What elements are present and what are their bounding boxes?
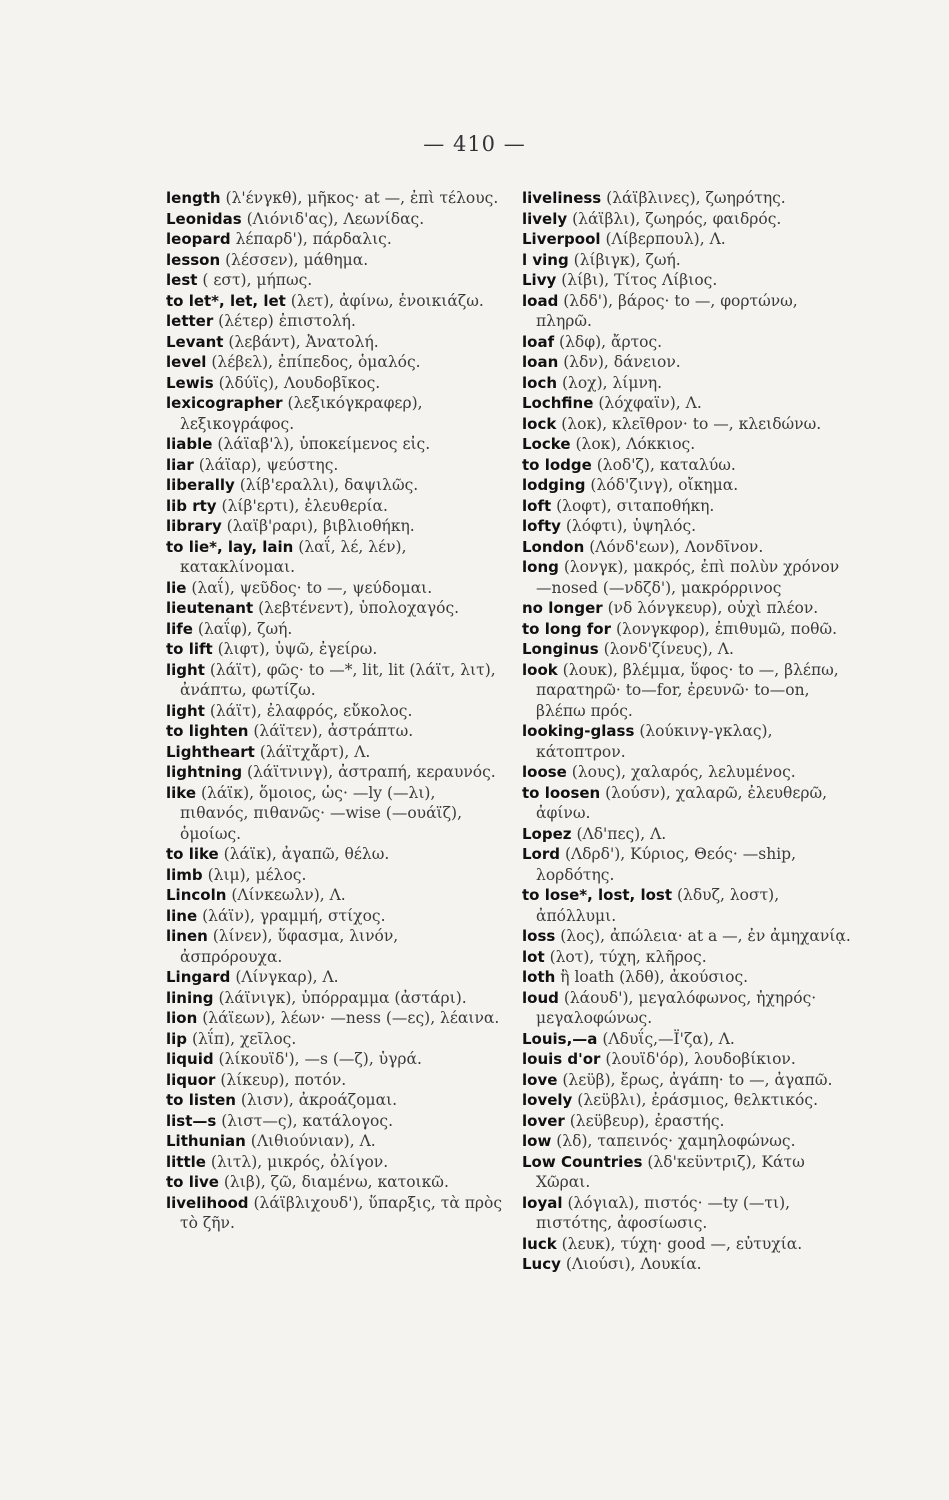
dictionary-entry: [522, 516, 856, 537]
gloss: (λάϊβλινες), ζωηρότης.: [606, 189, 786, 207]
gloss: (λάϊαρ), ψεύστης.: [198, 455, 339, 474]
dictionary-entry: [522, 496, 856, 517]
dictionary-entry: [166, 660, 504, 701]
left-column: [166, 188, 504, 1234]
headword: lining: [166, 988, 214, 1007]
dictionary-entry: [522, 434, 856, 455]
gloss: (λόχφαϊν), Λ.: [598, 394, 702, 412]
headword: lively: [522, 209, 568, 228]
dictionary-entry: [166, 332, 504, 353]
dictionary-entry: [166, 783, 504, 845]
gloss: (λάϊαβ'λ), ὑποκείμενος εἰς.: [217, 435, 431, 453]
gloss: (Λίνγκαρ), Λ.: [235, 968, 339, 986]
dictionary-entry: [522, 1152, 856, 1193]
dictionary-entry: [166, 1049, 504, 1070]
dictionary-entry: [522, 537, 856, 558]
dictionary-entry: [522, 270, 856, 291]
headword: Levant: [166, 332, 224, 351]
dictionary-entry: [166, 537, 504, 578]
dictionary-entry: [166, 865, 504, 886]
gloss: ἢ loath (λδθ), ἀκούσιος.: [560, 968, 749, 986]
gloss: (λίβιγκ), ζωή.: [573, 250, 681, 269]
gloss: (λοκ), κλεῖθρον· to —, κλειδώνω.: [561, 414, 822, 433]
gloss: (Λίβερπουλ), Λ.: [605, 230, 726, 248]
headword: linen: [166, 927, 208, 945]
dictionary-entry: [522, 209, 856, 230]
headword: loyal: [522, 1193, 563, 1212]
dictionary-entry: [166, 1111, 504, 1132]
dictionary-entry: [522, 1193, 856, 1234]
gloss: (λοδ'ζ), καταλύω.: [596, 455, 736, 474]
headword: l ving: [522, 250, 569, 269]
dictionary-entry: [166, 1029, 504, 1050]
gloss: (λΐπ), χεῖλος.: [191, 1029, 297, 1048]
dictionary-entry: [522, 988, 856, 1029]
dictionary-entry: [166, 1008, 504, 1029]
headword: Liverpool: [522, 230, 601, 248]
headword: love: [522, 1070, 558, 1089]
gloss: (λάϊτνινγ), ἀστραπή, κεραυνός.: [247, 763, 496, 781]
gloss: (λονγκ), μακρός, ἐπὶ πολὺν χρόνον —nosed (—νδζδ'), μακρόρρινος: [536, 558, 840, 597]
gloss: (λέσσεν), μάθημα.: [225, 250, 369, 269]
dictionary-entry: [522, 762, 856, 783]
headword: library: [166, 517, 222, 535]
headword: low: [522, 1132, 552, 1150]
gloss: (λιμ), μέλος.: [207, 865, 307, 884]
headword: liquor: [166, 1070, 216, 1089]
headword: louis d'or: [522, 1050, 601, 1068]
headword: to loosen: [522, 783, 601, 802]
headword: lock: [522, 414, 557, 433]
gloss: (λέβελ), ἐπίπεδος, ὁμαλός.: [211, 353, 421, 371]
gloss: (λάϊνιγκ), ὑπόρραμμα (ἀστάρι).: [218, 988, 467, 1007]
gloss: (λάουδ'), μεγαλόφωνος, ἠχηρός· μεγαλοφώνως.: [536, 988, 817, 1027]
headword: look: [522, 660, 558, 679]
dictionary-entry: [522, 639, 856, 660]
gloss: (λδ'κεϋντριζ), Κάτω Χῶραι.: [536, 1152, 805, 1191]
headword: to listen: [166, 1091, 236, 1109]
headword: life: [166, 619, 193, 638]
headword: lesson: [166, 250, 221, 269]
headword: liquid: [166, 1050, 214, 1068]
gloss: (λίβ'ερτι), ἐλευθερία.: [221, 496, 388, 515]
dictionary-entry: [166, 1070, 504, 1091]
headword: level: [166, 353, 207, 371]
gloss: (λαΐ, λέ, λέν), κατακλίνομαι.: [180, 537, 407, 576]
dictionary-entry: [166, 229, 504, 250]
dictionary-entry: [522, 557, 856, 598]
gloss: (λοφτ), σιταποθήκη.: [556, 496, 715, 515]
gloss: (λιβ), ζῶ, διαμένω, κατοικῶ.: [223, 1173, 449, 1191]
headword: light: [166, 660, 205, 679]
gloss: (λούσν), χαλαρῶ, ἐλευθερῶ, ἀφίνω.: [536, 783, 828, 822]
headword: letter: [166, 312, 214, 330]
dictionary-entry: [166, 762, 504, 783]
gloss: (Λδυΐς,—Ϊ'ζα), Λ.: [602, 1029, 735, 1048]
gloss: (Λδρδ'), Κύριος, Θεός· —ship, λορδότης.: [536, 845, 797, 884]
headword: loth: [522, 968, 556, 986]
headword: length: [166, 189, 221, 207]
headword: luck: [522, 1234, 557, 1253]
dictionary-entry: [166, 455, 504, 476]
headword: liable: [166, 435, 213, 453]
dictionary-entry: [522, 414, 856, 435]
dictionary-entry: [522, 619, 856, 640]
headword: loch: [522, 373, 558, 392]
dictionary-entry: [522, 844, 856, 885]
gloss: (λάϊκ), ἀγαπῶ, θέλω.: [223, 845, 390, 863]
headword: Lightheart: [166, 742, 255, 761]
dictionary-entry: [522, 721, 856, 762]
gloss: (λίβι), Τίτος Λίβιος.: [561, 271, 718, 289]
headword: lover: [522, 1111, 565, 1130]
dictionary-entry: [522, 967, 856, 988]
dictionary-entry: [522, 1234, 856, 1255]
gloss: (λδ), ταπεινός· χαμηλοφώνως.: [556, 1132, 796, 1150]
headword: like: [166, 783, 197, 802]
dictionary-entry: [166, 291, 504, 312]
headword: Lincoln: [166, 886, 227, 904]
headword: loss: [522, 927, 556, 945]
headword: Lochfine: [522, 394, 594, 412]
headword: Lithunian: [166, 1132, 246, 1150]
headword: looking-glass: [522, 722, 635, 740]
gloss: (λους), χαλαρός, λελυμένος.: [571, 763, 796, 781]
gloss: (Λόνδ'εων), Λονδῖνον.: [589, 537, 764, 556]
headword: lie: [166, 578, 187, 597]
headword: to lie*, lay, lain: [166, 537, 294, 556]
headword: to lose*, lost, lost: [522, 886, 673, 904]
headword: lofty: [522, 517, 561, 535]
headword: line: [166, 906, 198, 925]
gloss: (λίκευρ), ποτόν.: [220, 1070, 347, 1089]
gloss: (λεϋβ), ἔρως, ἀγάπη· to —, ἀγαπῶ.: [562, 1070, 833, 1089]
gloss: (λεβάντ), Ἀνατολή.: [228, 332, 379, 351]
gloss: (λοκ), Λόκκιος.: [575, 435, 696, 453]
dictionary-entry: [166, 270, 504, 291]
right-column: [522, 188, 856, 1275]
headword: lot: [522, 947, 545, 966]
dictionary-entry: [166, 1131, 504, 1152]
gloss: (λαΐφ), ζωή.: [197, 619, 293, 638]
dictionary-entry: [166, 1090, 504, 1111]
gloss: λέπαρδ'), πάρδαλις.: [235, 230, 392, 248]
gloss: (λαΐ), ψεῦδος· to —, ψεύδομαι.: [191, 578, 433, 597]
dictionary-entry: [522, 455, 856, 476]
gloss: (λουϊδ'όρ), λουδοβίκιον.: [605, 1050, 796, 1068]
page-number: — 410 —: [423, 132, 526, 156]
gloss: (Λιθιούνιαν), Λ.: [250, 1132, 376, 1150]
headword: to live: [166, 1173, 219, 1191]
headword: lion: [166, 1009, 198, 1027]
gloss: (λάϊεων), λέων· —ness (—ες), λέαινα.: [202, 1009, 500, 1027]
dictionary-entry: [166, 393, 504, 434]
dictionary-entry: [166, 475, 504, 496]
dictionary-entry: [166, 906, 504, 927]
dictionary-entry: [166, 721, 504, 742]
dictionary-entry: [166, 988, 504, 1009]
headword: no longer: [522, 599, 603, 617]
headword: to long for: [522, 619, 612, 638]
gloss: (λέτερ) ἐπιστολή.: [218, 312, 356, 330]
gloss: (λούκινγ-γκλας), κάτοπτρον.: [536, 722, 773, 761]
dictionary-entry: [522, 291, 856, 332]
dictionary-entry: [522, 1254, 856, 1275]
gloss: (λδδ'), βάρος· to —, φορτώνω, πληρῶ.: [536, 291, 798, 330]
dictionary-entry: [522, 1131, 856, 1152]
headword: loud: [522, 988, 559, 1007]
gloss: (νδ λόνγκευρ), οὐχὶ πλέον.: [607, 599, 819, 617]
headword: load: [522, 291, 559, 310]
dictionary-entry: [522, 250, 856, 271]
headword: Lingard: [166, 968, 231, 986]
dictionary-entry: [522, 229, 856, 250]
headword: lip: [166, 1029, 188, 1048]
dictionary-entry: [166, 885, 504, 906]
gloss: (λαϊβ'ραρι), βιβλιοθήκη.: [226, 517, 415, 535]
dictionary-entry: [166, 209, 504, 230]
dictionary-entry: [522, 1111, 856, 1132]
dictionary-entry: [166, 1152, 504, 1173]
headword: lexicographer: [166, 394, 283, 412]
headword: limb: [166, 865, 203, 884]
headword: lightning: [166, 763, 243, 781]
gloss: (λόφτι), ὑψηλός.: [565, 517, 697, 535]
dictionary-entry: [522, 352, 856, 373]
gloss: (λ'ένγκθ), μῆκος· at —, ἐπὶ τέλους.: [225, 189, 499, 207]
dictionary-entry: [166, 967, 504, 988]
dictionary-entry: [522, 598, 856, 619]
headword: list—s: [166, 1111, 217, 1130]
gloss: (λουκ), βλέμμα, ὕφος· to —, βλέπω, παρατηρῶ· to—for, ἐρευνῶ· to—on, βλέπω πρός.: [536, 660, 839, 720]
gloss: (λονγκφορ), ἐπιθυμῶ, ποθῶ.: [615, 619, 838, 638]
headword: Lucy: [522, 1255, 561, 1273]
headword: lodging: [522, 476, 586, 494]
dictionary-entry: [166, 250, 504, 271]
gloss: (λοτ), τύχη, κλῆρος.: [549, 947, 707, 966]
gloss: ( εστ), μήπως.: [202, 271, 313, 289]
dictionary-entry: [522, 783, 856, 824]
headword: London: [522, 537, 585, 556]
dictionary-entry: [522, 885, 856, 926]
gloss: (λετ), ἀφίνω, ἐνοικιάζω.: [290, 291, 484, 310]
gloss: (λεξικόγκραφερ), λεξικογράφος.: [180, 394, 423, 433]
gloss: (Λδ'πες), Λ.: [576, 824, 667, 843]
gloss: (λδύϊς), Λουδοβῖκος.: [218, 373, 381, 392]
dictionary-entry: [166, 844, 504, 865]
headword: light: [166, 701, 205, 720]
dictionary-entry: [166, 516, 504, 537]
headword: Low Countries: [522, 1152, 643, 1171]
gloss: (λάϊτχἄρτ), Λ.: [259, 742, 371, 761]
headword: Leonidas: [166, 209, 242, 228]
gloss: (λάϊν), γραμμή, στίχος.: [202, 906, 386, 925]
gloss: (λος), ἀπώλεια· at a —, ἐν ἀμηχανίᾳ.: [560, 927, 851, 945]
dictionary-entry: [166, 373, 504, 394]
headword: loan: [522, 353, 559, 371]
dictionary-entry: [166, 619, 504, 640]
dictionary-entry: [522, 926, 856, 947]
gloss: (λδυζ, λοστ), ἀπόλλυμι.: [536, 886, 780, 925]
gloss: (λιτλ), μικρός, ὀλίγον.: [210, 1152, 389, 1171]
gloss: (λάϊτ), φῶς· to —*, lit, lit (λάϊτ, λιτ), ἀνάπτω, φωτίζω.: [180, 660, 496, 699]
headword: little: [166, 1152, 206, 1171]
dictionary-entry: [166, 311, 504, 332]
headword: Louis,—a: [522, 1029, 598, 1048]
gloss: (λόδ'ζινγ), οἴκημα.: [590, 476, 739, 494]
dictionary-entry: [166, 701, 504, 722]
gloss: (Λίνκεωλν), Λ.: [231, 886, 346, 904]
dictionary-entry: [166, 188, 504, 209]
dictionary-entry: [522, 660, 856, 722]
dictionary-entry: [166, 926, 504, 967]
gloss: (λιστ—ς), κατάλογος.: [221, 1111, 393, 1130]
headword: Lopez: [522, 824, 572, 843]
dictionary-entry: [522, 1070, 856, 1091]
headword: loft: [522, 496, 552, 515]
headword: Lord: [522, 845, 560, 863]
dictionary-entry: [166, 496, 504, 517]
headword: lovely: [522, 1091, 573, 1109]
headword: long: [522, 558, 559, 576]
headword: to lodge: [522, 455, 592, 474]
gloss: (λονδ'ζίνευς), Λ.: [603, 640, 734, 658]
dictionary-entry: [522, 393, 856, 414]
headword: leopard: [166, 230, 231, 248]
gloss: (λίβ'εραλλι), δαψιλῶς.: [239, 476, 419, 494]
gloss: (λόγιαλ), πιστός· —ty (—τι), πιστότης, ἀφοσίωσις.: [536, 1193, 791, 1232]
gloss: (λάϊβλιχουδ'), ὕπαρξις, τὰ πρὸς τὸ ζῆν.: [180, 1193, 503, 1232]
dictionary-entry: [522, 1090, 856, 1111]
gloss: (λάϊτ), ἐλαφρός, εὔκολος.: [209, 701, 413, 720]
headword: Lewis: [166, 373, 214, 392]
gloss: (λεϋβλι), ἐράσμιος, θελκτικός.: [577, 1091, 818, 1109]
dictionary-entry: [166, 742, 504, 763]
dictionary-entry: [166, 1172, 504, 1193]
gloss: (λευκ), τύχη· good —, εὐτυχία.: [561, 1234, 803, 1253]
gloss: (λεϋβευρ), ἐραστής.: [569, 1111, 725, 1130]
headword: Livy: [522, 271, 557, 289]
dictionary-entry: [522, 1049, 856, 1070]
dictionary-entry: [522, 188, 856, 209]
dictionary-entry: [522, 1029, 856, 1050]
headword: liveliness: [522, 189, 602, 207]
headword: to let*, let, let: [166, 291, 286, 310]
dictionary-entry: [166, 578, 504, 599]
gloss: (λίνεν), ὕφασμα, λινόν, ἀσπρόρουχα.: [180, 927, 399, 966]
headword: Locke: [522, 435, 571, 453]
dictionary-entry: [522, 373, 856, 394]
headword: loaf: [522, 332, 555, 351]
dictionary-entry: [166, 598, 504, 619]
dictionary-entry: [522, 947, 856, 968]
headword: loose: [522, 763, 567, 781]
gloss: (λάϊβλι), ζωηρός, φαιδρός.: [572, 209, 782, 228]
gloss: (λάϊκ), ὅμοιος, ὡς· —ly (—λι), πιθανός, πιθανῶς· —wise (—ουάϊζ), ὁμοίως.: [180, 783, 463, 843]
gloss: (λίκουϊδ'), —s (—ζ), ὑγρά.: [218, 1050, 422, 1068]
headword: to lift: [166, 640, 213, 658]
headword: liberally: [166, 476, 235, 494]
gloss: (Λιόνιδ'ας), Λεωνίδας.: [246, 209, 425, 228]
gloss: (λδν), δάνειον.: [563, 353, 681, 371]
dictionary-entry: [166, 1193, 504, 1234]
headword: liar: [166, 455, 194, 474]
headword: to lighten: [166, 722, 249, 740]
gloss: (λδφ), ἄρτος.: [559, 332, 663, 351]
headword: to like: [166, 845, 219, 863]
dictionary-entry: [522, 332, 856, 353]
gloss: (λεβτένεντ), ὑπολοχαγός.: [258, 599, 460, 617]
dictionary-entry: [166, 639, 504, 660]
headword: livelihood: [166, 1193, 249, 1212]
dictionary-entry: [522, 824, 856, 845]
gloss: (λοχ), λίμνη.: [561, 373, 663, 392]
dictionary-entry: [522, 475, 856, 496]
gloss: (λάϊτεν), ἀστράπτω.: [253, 722, 414, 740]
headword: lieutenant: [166, 599, 254, 617]
gloss: (λισν), ἀκροάζομαι.: [240, 1091, 398, 1109]
gloss: (Λιούσι), Λουκία.: [565, 1255, 702, 1273]
gloss: (λιφτ), ὑψῶ, ἐγείρω.: [217, 640, 378, 658]
headword: lib rty: [166, 496, 217, 515]
headword: lest: [166, 271, 198, 289]
headword: Longinus: [522, 640, 599, 658]
dictionary-entry: [166, 352, 504, 373]
dictionary-entry: [166, 434, 504, 455]
